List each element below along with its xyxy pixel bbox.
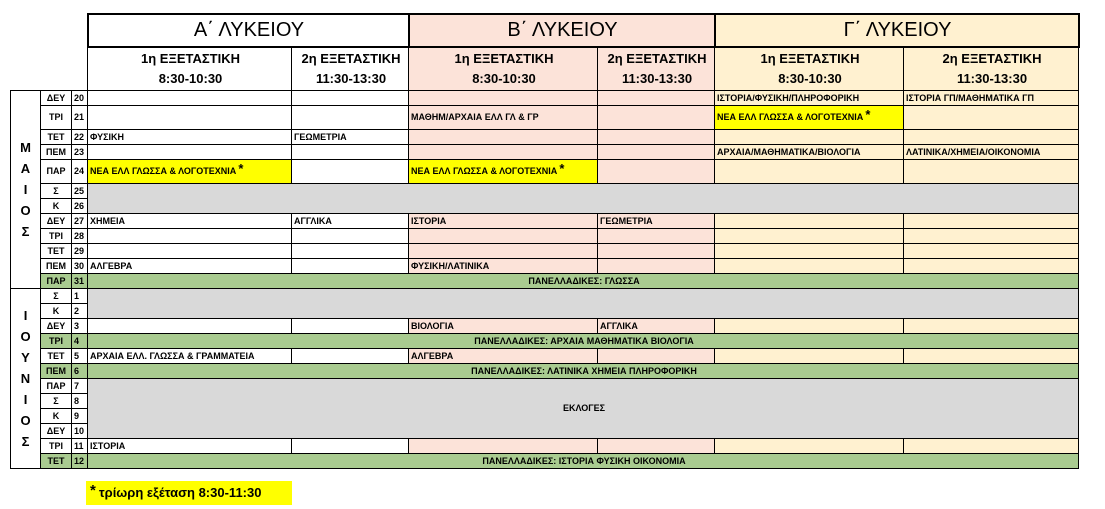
exam-title: 2η ΕΞΕΤΑΣΤΙΚΗ xyxy=(607,51,707,66)
date-number: 29 xyxy=(72,244,88,259)
exam-header-row xyxy=(11,47,1079,91)
elections-block: ΕΚΛΟΓΕΣ xyxy=(88,379,1079,439)
three-hour-marker: * xyxy=(865,107,871,122)
cell-c1: ΑΡΧΑΙΑ/ΜΑΘΗΜΑΤΙΚΑ/ΒΙΟΛΟΓΙΑ xyxy=(715,145,904,160)
weekday: ΠΑΡ xyxy=(41,274,72,289)
three-hour-marker: * xyxy=(238,161,244,176)
weekday: ΤΕΤ xyxy=(41,244,72,259)
cell-a2 xyxy=(292,160,409,184)
weekday: Κ xyxy=(41,304,72,319)
weekday: ΔΕΥ xyxy=(41,319,72,334)
table-row-elections xyxy=(11,379,1079,394)
exam-time: 11:30-13:30 xyxy=(315,71,387,86)
cell-a1 xyxy=(88,106,292,130)
exam-header xyxy=(598,47,715,91)
cell-c2 xyxy=(904,229,1079,244)
cell-a2 xyxy=(292,91,409,106)
exam-title: 2η ΕΞΕΤΑΣΤΙΚΗ xyxy=(942,51,1042,66)
cell-b2 xyxy=(598,244,715,259)
weekday: ΠΑΡ xyxy=(41,379,72,394)
date-number: 1 xyxy=(72,289,88,304)
cell-c2 xyxy=(904,439,1079,454)
date-number: 24 xyxy=(72,160,88,184)
cell-c2 xyxy=(904,259,1079,274)
table-row-weekend xyxy=(11,184,1079,199)
date-number: 12 xyxy=(72,454,88,469)
weekday: ΤΡΙ xyxy=(41,106,72,130)
cell-b1 xyxy=(409,91,598,106)
weekday: ΤΕΤ xyxy=(41,349,72,364)
date-number: 2 xyxy=(72,304,88,319)
grade-c-header: Γ΄ ΛΥΚΕΙΟΥ xyxy=(715,14,1079,47)
weekday: ΔΕΥ xyxy=(41,214,72,229)
date-number: 28 xyxy=(72,229,88,244)
cell-c1 xyxy=(715,319,904,334)
exam-title: 1η ΕΞΕΤΑΣΤΙΚΗ xyxy=(760,51,860,66)
cell-b2 xyxy=(598,439,715,454)
cell-c1 xyxy=(715,214,904,229)
cell-c1 xyxy=(715,349,904,364)
cell-a2 xyxy=(292,259,409,274)
cell-a2 xyxy=(292,319,409,334)
weekend-block xyxy=(88,289,1079,319)
cell-c2 xyxy=(904,319,1079,334)
cell-b1: ΑΛΓΕΒΡΑ xyxy=(409,349,598,364)
cell-a1 xyxy=(88,244,292,259)
cell-a2 xyxy=(292,229,409,244)
cell-b2 xyxy=(598,349,715,364)
panhellenic-exam: ΠΑΝΕΛΛΑΔΙΚΕΣ: ΛΑΤΙΝΙΚΑ ΧΗΜΕΙΑ ΠΛΗΡΟΦΟΡΙΚΗ xyxy=(88,364,1079,379)
weekday: ΠΕΜ xyxy=(41,364,72,379)
weekday: ΤΡΙ xyxy=(41,334,72,349)
cell-b1: ΒΙΟΛΟΓΙΑ xyxy=(409,319,598,334)
cell-c2 xyxy=(904,349,1079,364)
exam-time: 8:30-10:30 xyxy=(472,71,536,86)
cell-text: ΝΕΑ ΕΛΛ ΓΛΩΣΣΑ & ΛΟΓΟΤΕΧΝΙΑ xyxy=(411,166,558,176)
cell-c1 xyxy=(715,259,904,274)
table-row xyxy=(11,130,1079,145)
cell-c2 xyxy=(904,130,1079,145)
grade-header-row xyxy=(11,14,1079,47)
cell-c1 xyxy=(715,130,904,145)
weekday: Σ xyxy=(41,289,72,304)
table-row xyxy=(11,244,1079,259)
cell-a1 xyxy=(88,229,292,244)
weekend-block xyxy=(88,184,1079,214)
cell-c1 xyxy=(715,160,904,184)
date-number: 20 xyxy=(72,91,88,106)
legend-three-hour-exam xyxy=(86,481,292,505)
date-number: 31 xyxy=(72,274,88,289)
exam-time: 11:30-13:30 xyxy=(621,71,693,86)
panhellenic-exam: ΠΑΝΕΛΛΑΔΙΚΕΣ: ΓΛΩΣΣΑ xyxy=(88,274,1079,289)
date-number: 30 xyxy=(72,259,88,274)
table-row-panhellenic xyxy=(11,454,1079,469)
date-number: 9 xyxy=(72,409,88,424)
weekday: ΤΕΤ xyxy=(41,454,72,469)
cell-b1: ΜΑΘΗΜ/ΑΡΧΑΙΑ ΕΛΛ ΓΛ & ΓΡ xyxy=(409,106,598,130)
cell-a1: ΦΥΣΙΚΗ xyxy=(88,130,292,145)
cell-a1 xyxy=(88,91,292,106)
exam-header xyxy=(292,47,409,91)
cell-a2 xyxy=(292,439,409,454)
cell-b1-three-hour xyxy=(409,160,598,184)
date-number: 3 xyxy=(72,319,88,334)
table-row xyxy=(11,145,1079,160)
corner-cell xyxy=(11,14,88,47)
cell-text: ΝΕΑ ΕΛΛ ΓΛΩΣΣΑ & ΛΟΓΟΤΕΧΝΙΑ xyxy=(90,166,237,176)
cell-c2 xyxy=(904,160,1079,184)
date-number: 25 xyxy=(72,184,88,199)
corner-cell xyxy=(11,47,88,91)
date-number: 6 xyxy=(72,364,88,379)
panhellenic-exam: ΠΑΝΕΛΛΑΔΙΚΕΣ: ΑΡΧΑΙΑ ΜΑΘΗΜΑΤΙΚΑ ΒΙΟΛΟΓΙΑ xyxy=(88,334,1079,349)
cell-a2 xyxy=(292,349,409,364)
date-number: 21 xyxy=(72,106,88,130)
cell-b2 xyxy=(598,91,715,106)
exam-header xyxy=(904,47,1079,91)
exam-schedule-table xyxy=(10,13,1080,469)
weekday: ΤΡΙ xyxy=(41,229,72,244)
cell-c2: ΛΑΤΙΝΙΚΑ/ΧΗΜΕΙΑ/ΟΙΚΟΝΟΜΙΑ xyxy=(904,145,1079,160)
cell-a1 xyxy=(88,145,292,160)
cell-b1 xyxy=(409,439,598,454)
weekday: Κ xyxy=(41,199,72,214)
weekday: Σ xyxy=(41,184,72,199)
weekday: ΔΕΥ xyxy=(41,91,72,106)
cell-a1-three-hour xyxy=(88,160,292,184)
table-row xyxy=(11,106,1079,130)
exam-title: 1η ΕΞΕΤΑΣΤΙΚΗ xyxy=(454,51,554,66)
exam-title: 2η ΕΞΕΤΑΣΤΙΚΗ xyxy=(301,51,401,66)
cell-b2 xyxy=(598,130,715,145)
cell-a1: ΧΗΜΕΙΑ xyxy=(88,214,292,229)
grade-a-header: Α΄ ΛΥΚΕΙΟΥ xyxy=(88,14,409,47)
table-row xyxy=(11,160,1079,184)
exam-title: 1η ΕΞΕΤΑΣΤΙΚΗ xyxy=(141,51,240,66)
date-number: 5 xyxy=(72,349,88,364)
date-number: 23 xyxy=(72,145,88,160)
month-label-may: Μ Α Ι Ο Σ xyxy=(11,91,41,289)
grade-b-header: Β΄ ΛΥΚΕΙΟΥ xyxy=(409,14,715,47)
cell-a1: ΑΛΓΕΒΡΑ xyxy=(88,259,292,274)
weekday: ΠΑΡ xyxy=(41,160,72,184)
table-row-weekend xyxy=(11,289,1079,304)
three-hour-marker: * xyxy=(90,482,96,499)
weekday: ΤΕΤ xyxy=(41,130,72,145)
three-hour-marker: * xyxy=(559,161,565,176)
exam-header xyxy=(409,47,598,91)
cell-a1: ΙΣΤΟΡΙΑ xyxy=(88,439,292,454)
table-row xyxy=(11,91,1079,106)
cell-a2 xyxy=(292,145,409,160)
date-number: 22 xyxy=(72,130,88,145)
weekday: Σ xyxy=(41,394,72,409)
cell-c1-three-hour xyxy=(715,106,904,130)
date-number: 27 xyxy=(72,214,88,229)
cell-c2 xyxy=(904,244,1079,259)
cell-c2 xyxy=(904,106,1079,130)
cell-b2: ΑΓΓΛΙΚΑ xyxy=(598,319,715,334)
table-row-panhellenic xyxy=(11,364,1079,379)
cell-b2 xyxy=(598,229,715,244)
cell-c1: ΙΣΤΟΡΙΑ/ΦΥΣΙΚΗ/ΠΛΗΡΟΦΟΡΙΚΗ xyxy=(715,91,904,106)
legend-text: τρίωρη εξέταση 8:30-11:30 xyxy=(98,485,262,500)
cell-a1: ΑΡΧΑΙΑ ΕΛΛ. ΓΛΩΣΣΑ & ΓΡΑΜΜΑΤΕΙΑ xyxy=(88,349,292,364)
cell-c1 xyxy=(715,439,904,454)
table-row-panhellenic xyxy=(11,334,1079,349)
table-row xyxy=(11,349,1079,364)
cell-b1: ΙΣΤΟΡΙΑ xyxy=(409,214,598,229)
exam-time: 11:30-13:30 xyxy=(956,71,1028,86)
table-row xyxy=(11,214,1079,229)
cell-b2 xyxy=(598,106,715,130)
cell-b2: ΓΕΩΜΕΤΡΙΑ xyxy=(598,214,715,229)
cell-b2 xyxy=(598,259,715,274)
cell-a2 xyxy=(292,106,409,130)
table-row xyxy=(11,319,1079,334)
cell-a2 xyxy=(292,244,409,259)
cell-c1 xyxy=(715,244,904,259)
cell-c2: ΙΣΤΟΡΙΑ ΓΠ/ΜΑΘΗΜΑΤΙΚΑ ΓΠ xyxy=(904,91,1079,106)
panhellenic-exam: ΠΑΝΕΛΛΑΔΙΚΕΣ: ΙΣΤΟΡΙΑ ΦΥΣΙΚΗ ΟΙΚΟΝΟΜΙΑ xyxy=(88,454,1079,469)
date-number: 26 xyxy=(72,199,88,214)
cell-text: ΝΕΑ ΕΛΛ ΓΛΩΣΣΑ & ΛΟΓΟΤΕΧΝΙΑ xyxy=(717,112,864,122)
cell-b1 xyxy=(409,130,598,145)
table-row-panhellenic xyxy=(11,274,1079,289)
date-number: 10 xyxy=(72,424,88,439)
weekday: ΔΕΥ xyxy=(41,424,72,439)
cell-a1 xyxy=(88,319,292,334)
date-number: 8 xyxy=(72,394,88,409)
table-row xyxy=(11,229,1079,244)
date-number: 11 xyxy=(72,439,88,454)
weekday: ΤΡΙ xyxy=(41,439,72,454)
exam-time: 8:30-10:30 xyxy=(158,71,223,86)
weekday: ΠΕΜ xyxy=(41,145,72,160)
month-label-june: Ι Ο Υ Ν Ι Ο Σ xyxy=(11,289,41,469)
date-number: 7 xyxy=(72,379,88,394)
table-row xyxy=(11,259,1079,274)
cell-b1: ΦΥΣΙΚΗ/ΛΑΤΙΝΙΚΑ xyxy=(409,259,598,274)
weekday: Κ xyxy=(41,409,72,424)
cell-a2: ΓΕΩΜΕΤΡΙΑ xyxy=(292,130,409,145)
table-row xyxy=(11,439,1079,454)
cell-c2 xyxy=(904,214,1079,229)
exam-time: 8:30-10:30 xyxy=(778,71,842,86)
cell-b1 xyxy=(409,229,598,244)
weekday: ΠΕΜ xyxy=(41,259,72,274)
cell-a2: ΑΓΓΛΙΚΑ xyxy=(292,214,409,229)
cell-b1 xyxy=(409,244,598,259)
cell-b2 xyxy=(598,145,715,160)
cell-b2 xyxy=(598,160,715,184)
exam-header xyxy=(88,47,292,91)
cell-b1 xyxy=(409,145,598,160)
exam-header xyxy=(715,47,904,91)
cell-c1 xyxy=(715,229,904,244)
date-number: 4 xyxy=(72,334,88,349)
